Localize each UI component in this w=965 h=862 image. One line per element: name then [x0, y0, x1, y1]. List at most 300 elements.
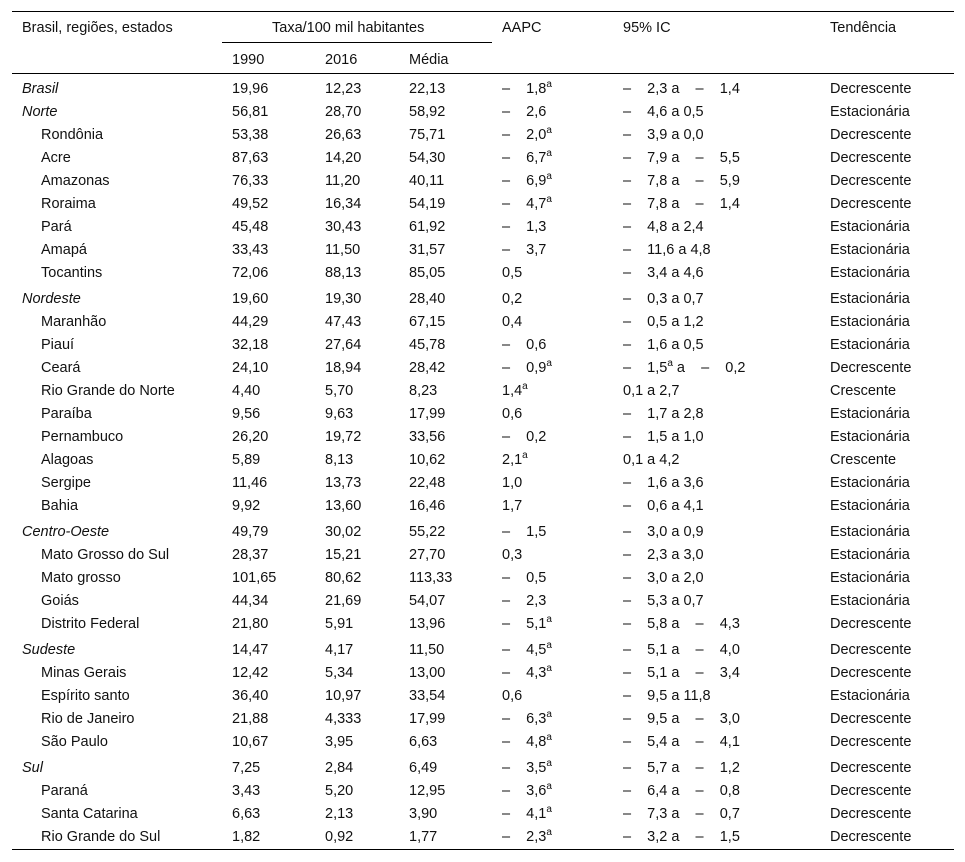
cell-ic: – 1,7 a 2,8: [623, 406, 704, 422]
state-row: [12, 708, 954, 731]
significance-mark: a: [546, 125, 552, 137]
cell-1990: 12,42: [232, 665, 269, 681]
aapc-value: – 3,5: [502, 760, 547, 776]
cell-tendencia: Estacionária: [830, 242, 910, 258]
cell-media: 12,95: [409, 783, 446, 799]
cell-2016: 19,30: [325, 291, 362, 307]
cell-aapc: 0,5: [502, 265, 523, 281]
cell-ic: – 9,5 a 11,8: [623, 688, 711, 704]
cell-aapc: [502, 759, 552, 777]
cell-ic: – 7,8 a – 5,9: [623, 173, 740, 189]
cell-name: Mato Grosso do Sul: [41, 547, 170, 563]
cell-1990: 1,82: [232, 829, 261, 845]
cell-media: 33,54: [409, 688, 446, 704]
cell-1990: 14,47: [232, 642, 269, 658]
header-tendencia: Tendência: [830, 20, 897, 36]
cell-tendencia: Estacionária: [830, 314, 910, 330]
state-row: [12, 544, 954, 567]
significance-mark: a: [546, 663, 552, 675]
cell-tendencia: Estacionária: [830, 219, 910, 235]
cell-tendencia: Estacionária: [830, 547, 910, 563]
aapc-value: – 4,1: [502, 806, 547, 822]
cell-2016: 30,02: [325, 524, 362, 540]
cell-ic: – 3,0 a 2,0: [623, 570, 704, 586]
cell-name: Norte: [22, 104, 58, 120]
cell-aapc: – 3,7: [502, 242, 547, 258]
cell-2016: 2,13: [325, 806, 354, 822]
cell-name: Rio Grande do Norte: [41, 383, 175, 399]
cell-ic: – 5,3 a 0,7: [623, 593, 704, 609]
cell-aapc: [502, 149, 552, 167]
cell-name: Rio de Janeiro: [41, 711, 135, 727]
cell-1990: 19,96: [232, 81, 269, 97]
cell-aapc: [502, 80, 552, 98]
cell-ic: 0,1 a 4,2: [623, 452, 680, 468]
cell-ic: – 5,4 a – 4,1: [623, 734, 740, 750]
aapc-value: 2,1: [502, 452, 523, 468]
cell-1990: 5,89: [232, 452, 261, 468]
cell-2016: 15,21: [325, 547, 362, 563]
state-row: [12, 567, 954, 590]
cell-media: 33,56: [409, 429, 446, 445]
cell-tendencia: Estacionária: [830, 291, 910, 307]
cell-media: 8,23: [409, 383, 438, 399]
cell-2016: 30,43: [325, 219, 362, 235]
cell-aapc: [502, 828, 552, 846]
region-row: [12, 757, 954, 780]
aapc-value: – 4,8: [502, 734, 547, 750]
cell-name: Pará: [41, 219, 72, 235]
aapc-value: – 2,0: [502, 127, 547, 143]
cell-2016: 8,13: [325, 452, 354, 468]
header-bottom-rule: [12, 73, 954, 74]
cell-tendencia: Decrescente: [830, 665, 912, 681]
cell-name: Maranhão: [41, 314, 107, 330]
state-row: [12, 472, 954, 495]
state-row: [12, 590, 954, 613]
cell-2016: 80,62: [325, 570, 362, 586]
cell-tendencia: Crescente: [830, 383, 897, 399]
significance-mark: a: [546, 171, 552, 183]
state-row: [12, 216, 954, 239]
cell-tendencia: Estacionária: [830, 265, 910, 281]
significance-mark: a: [546, 781, 552, 793]
cell-media: 113,33: [409, 570, 453, 586]
cell-ic: [623, 359, 745, 377]
cell-ic: – 7,3 a – 0,7: [623, 806, 740, 822]
significance-mark: a: [546, 709, 552, 721]
cell-media: 17,99: [409, 406, 446, 422]
rate-group-rule: [222, 42, 492, 43]
aapc-value: – 6,3: [502, 711, 547, 727]
state-row: [12, 685, 954, 708]
cell-name: Distrito Federal: [41, 616, 140, 632]
cell-2016: 16,34: [325, 196, 362, 212]
significance-mark: a: [667, 358, 673, 370]
aapc-value: – 4,7: [502, 196, 547, 212]
region-row: [12, 521, 954, 544]
cell-1990: 36,40: [232, 688, 269, 704]
cell-ic: – 5,8 a – 4,3: [623, 616, 740, 632]
cell-aapc: [502, 451, 528, 469]
table-body: [12, 78, 954, 849]
cell-tendencia: Estacionária: [830, 104, 910, 120]
cell-media: 3,90: [409, 806, 438, 822]
cell-tendencia: Estacionária: [830, 337, 910, 353]
cell-2016: 13,60: [325, 498, 362, 514]
cell-aapc: 0,4: [502, 314, 523, 330]
cell-2016: 26,63: [325, 127, 362, 143]
cell-aapc: 0,2: [502, 291, 523, 307]
state-row: [12, 403, 954, 426]
header-2016: 2016: [325, 52, 358, 68]
cell-aapc: 1,0: [502, 475, 523, 491]
region-row: [12, 288, 954, 311]
state-row: [12, 803, 954, 826]
cell-tendencia: Estacionária: [830, 429, 910, 445]
cell-media: 45,78: [409, 337, 446, 353]
header-rate-group: Taxa/100 mil habitantes: [272, 20, 425, 36]
state-row: [12, 495, 954, 518]
header-1990: 1990: [232, 52, 265, 68]
state-row: [12, 239, 954, 262]
cell-ic: – 5,1 a – 4,0: [623, 642, 740, 658]
cell-media: 13,96: [409, 616, 446, 632]
significance-mark: a: [546, 827, 552, 839]
cell-media: 55,22: [409, 524, 446, 540]
cell-aapc: 0,3: [502, 547, 523, 563]
cell-1990: 87,63: [232, 150, 269, 166]
cell-ic: – 1,6 a 0,5: [623, 337, 704, 353]
state-row: [12, 193, 954, 216]
cell-media: 6,49: [409, 760, 438, 776]
cell-aapc: [502, 641, 552, 659]
ic-upper: a – 0,2: [672, 360, 746, 376]
cell-1990: 101,65: [232, 570, 277, 586]
cell-aapc: 0,6: [502, 688, 523, 704]
significance-mark: a: [546, 614, 552, 626]
cell-ic: 0,1 a 2,7: [623, 383, 680, 399]
header-name: Brasil, regiões, estados: [22, 20, 173, 36]
cell-name: Acre: [41, 150, 71, 166]
cell-aapc: [502, 172, 552, 190]
cell-ic: – 0,5 a 1,2: [623, 314, 704, 330]
cell-ic: – 4,8 a 2,4: [623, 219, 704, 235]
cell-tendencia: Crescente: [830, 452, 897, 468]
aapc-value: – 0,9: [502, 360, 547, 376]
cell-media: 22,13: [409, 81, 446, 97]
state-row: [12, 826, 954, 849]
cell-aapc: [502, 664, 552, 682]
cell-aapc: [502, 805, 552, 823]
cell-1990: 26,20: [232, 429, 269, 445]
state-row: [12, 731, 954, 754]
cell-media: 85,05: [409, 265, 446, 281]
cell-1990: 49,52: [232, 196, 269, 212]
cell-ic: – 1,5 a 1,0: [623, 429, 704, 445]
cell-tendencia: Decrescente: [830, 196, 912, 212]
cell-name: Rio Grande do Sul: [41, 829, 161, 845]
cell-aapc: [502, 382, 528, 400]
cell-ic: – 9,5 a – 3,0: [623, 711, 740, 727]
cell-name: Ceará: [41, 360, 81, 376]
cell-1990: 32,18: [232, 337, 269, 353]
cell-name: Minas Gerais: [41, 665, 127, 681]
cell-tendencia: Decrescente: [830, 360, 912, 376]
cell-aapc: – 2,6: [502, 104, 547, 120]
cell-2016: 9,63: [325, 406, 354, 422]
cell-2016: 47,43: [325, 314, 362, 330]
cell-ic: – 3,0 a 0,9: [623, 524, 704, 540]
state-row: [12, 170, 954, 193]
cell-1990: 28,37: [232, 547, 269, 563]
cell-ic: – 7,9 a – 5,5: [623, 150, 740, 166]
cell-media: 1,77: [409, 829, 438, 845]
cell-1990: 3,43: [232, 783, 261, 799]
cell-name: Brasil: [22, 81, 59, 97]
cell-media: 16,46: [409, 498, 446, 514]
cell-media: 11,50: [409, 642, 445, 658]
cell-aapc: [502, 126, 552, 144]
aapc-value: 1,4: [502, 383, 523, 399]
cell-ic: – 5,7 a – 1,2: [623, 760, 740, 776]
cell-1990: 21,80: [232, 616, 269, 632]
cell-1990: 44,29: [232, 314, 269, 330]
cell-1990: 53,38: [232, 127, 269, 143]
header-aapc: AAPC: [502, 20, 542, 36]
cell-2016: 0,92: [325, 829, 354, 845]
cell-tendencia: Decrescente: [830, 711, 912, 727]
cell-ic: – 0,3 a 0,7: [623, 291, 704, 307]
header-ic: 95% IC: [623, 20, 671, 36]
cell-media: 31,57: [409, 242, 446, 258]
region-row: [12, 639, 954, 662]
cell-tendencia: Estacionária: [830, 524, 910, 540]
significance-mark: a: [546, 148, 552, 160]
cell-1990: 11,46: [232, 475, 268, 491]
cell-media: 54,30: [409, 150, 446, 166]
cell-1990: 7,25: [232, 760, 261, 776]
cell-name: Paraíba: [41, 406, 92, 422]
cell-name: Piauí: [41, 337, 75, 353]
cell-name: Espírito santo: [41, 688, 130, 704]
cell-name: Paraná: [41, 783, 88, 799]
cell-1990: 56,81: [232, 104, 269, 120]
aapc-value: – 6,7: [502, 150, 547, 166]
cell-tendencia: Decrescente: [830, 150, 912, 166]
cell-aapc: [502, 710, 552, 728]
cell-2016: 88,13: [325, 265, 362, 281]
cell-ic: – 7,8 a – 1,4: [623, 196, 740, 212]
cell-tendencia: Decrescente: [830, 81, 912, 97]
cell-aapc: [502, 782, 552, 800]
cell-2016: 5,91: [325, 616, 354, 632]
aapc-value: – 3,6: [502, 783, 547, 799]
cell-2016: 11,20: [325, 173, 361, 189]
cell-name: Centro-Oeste: [22, 524, 110, 540]
cell-tendencia: Decrescente: [830, 173, 912, 189]
cell-2016: 21,69: [325, 593, 362, 609]
cell-aapc: – 1,3: [502, 219, 547, 235]
cell-ic: – 1,6 a 3,6: [623, 475, 704, 491]
state-row: [12, 449, 954, 472]
cell-2016: 14,20: [325, 150, 362, 166]
cell-1990: 72,06: [232, 265, 269, 281]
cell-name: Roraima: [41, 196, 96, 212]
cell-ic: – 4,6 a 0,5: [623, 104, 704, 120]
cell-aapc: – 2,3: [502, 593, 547, 609]
cell-1990: 21,88: [232, 711, 269, 727]
cell-name: Amapá: [41, 242, 87, 258]
aapc-value: – 6,9: [502, 173, 547, 189]
cell-2016: 10,97: [325, 688, 362, 704]
cell-2016: 5,70: [325, 383, 354, 399]
cell-1990: 19,60: [232, 291, 269, 307]
cell-ic: – 6,4 a – 0,8: [623, 783, 740, 799]
cell-media: 40,11: [409, 173, 445, 189]
cell-2016: 12,23: [325, 81, 362, 97]
significance-mark: a: [546, 640, 552, 652]
cell-1990: 10,67: [232, 734, 269, 750]
cell-name: Mato grosso: [41, 570, 121, 586]
cell-media: 22,48: [409, 475, 446, 491]
significance-mark: a: [546, 732, 552, 744]
cell-tendencia: Decrescente: [830, 783, 912, 799]
cell-2016: 13,73: [325, 475, 362, 491]
cell-2016: 4,17: [325, 642, 354, 658]
cell-media: 17,99: [409, 711, 446, 727]
cell-ic: – 2,3 a 3,0: [623, 547, 704, 563]
cell-2016: 27,64: [325, 337, 362, 353]
significance-mark: a: [546, 758, 552, 770]
cell-tendencia: Decrescente: [830, 760, 912, 776]
state-row: [12, 380, 954, 403]
cell-1990: 76,33: [232, 173, 269, 189]
cell-tendencia: Decrescente: [830, 616, 912, 632]
cell-media: 10,62: [409, 452, 446, 468]
cell-media: 58,92: [409, 104, 446, 120]
cell-tendencia: Decrescente: [830, 806, 912, 822]
cell-ic: – 3,9 a 0,0: [623, 127, 704, 143]
cell-aapc: [502, 359, 552, 377]
cell-2016: 4,333: [325, 711, 362, 727]
significance-mark: a: [522, 450, 528, 462]
cell-ic: – 3,2 a – 1,5: [623, 829, 740, 845]
aapc-value: – 1,8: [502, 81, 547, 97]
cell-media: 28,40: [409, 291, 446, 307]
cell-1990: 45,48: [232, 219, 269, 235]
cell-name: Alagoas: [41, 452, 94, 468]
table-top-rule: [12, 11, 954, 12]
cell-name: Tocantins: [41, 265, 103, 281]
cell-2016: 28,70: [325, 104, 362, 120]
state-row: [12, 613, 954, 636]
significance-mark: a: [546, 79, 552, 91]
cell-1990: 9,56: [232, 406, 261, 422]
state-row: [12, 262, 954, 285]
cell-aapc: – 0,2: [502, 429, 547, 445]
region-row: [12, 78, 954, 101]
state-row: [12, 147, 954, 170]
cell-1990: 6,63: [232, 806, 261, 822]
state-row: [12, 662, 954, 685]
cell-aapc: – 0,5: [502, 570, 547, 586]
cell-aapc: [502, 195, 552, 213]
cell-name: Pernambuco: [41, 429, 124, 445]
cell-media: 61,92: [409, 219, 446, 235]
table-bottom-rule: [12, 849, 954, 850]
header-media: Média: [409, 52, 449, 68]
state-row: [12, 311, 954, 334]
cell-aapc: 1,7: [502, 498, 523, 514]
cell-aapc: [502, 615, 552, 633]
state-row: [12, 334, 954, 357]
cell-tendencia: Decrescente: [830, 829, 912, 845]
cell-tendencia: Estacionária: [830, 475, 910, 491]
cell-tendencia: Decrescente: [830, 734, 912, 750]
cell-1990: 33,43: [232, 242, 269, 258]
cell-1990: 49,79: [232, 524, 269, 540]
cell-tendencia: Estacionária: [830, 570, 910, 586]
cell-name: Sudeste: [22, 642, 76, 658]
significance-mark: a: [546, 358, 552, 370]
cell-media: 54,19: [409, 196, 446, 212]
cell-ic: – 0,6 a 4,1: [623, 498, 704, 514]
cell-name: Sul: [22, 760, 43, 776]
cell-ic: – 5,1 a – 3,4: [623, 665, 740, 681]
cell-aapc: [502, 733, 552, 751]
cell-1990: 4,40: [232, 383, 261, 399]
cell-2016: 5,20: [325, 783, 354, 799]
cell-1990: 24,10: [232, 360, 269, 376]
significance-mark: a: [522, 381, 528, 393]
cell-tendencia: Estacionária: [830, 688, 910, 704]
cell-tendencia: Estacionária: [830, 498, 910, 514]
state-row: [12, 357, 954, 380]
cell-name: Rondônia: [41, 127, 104, 143]
region-row: [12, 101, 954, 124]
cell-tendencia: Estacionária: [830, 593, 910, 609]
cell-tendencia: Estacionária: [830, 406, 910, 422]
cell-tendencia: Decrescente: [830, 127, 912, 143]
cell-name: São Paulo: [41, 734, 108, 750]
cell-name: Nordeste: [22, 291, 81, 307]
cell-media: 27,70: [409, 547, 446, 563]
cell-ic: – 11,6 a 4,8: [623, 242, 711, 258]
cell-media: 6,63: [409, 734, 438, 750]
cell-1990: 9,92: [232, 498, 261, 514]
cell-name: Goiás: [41, 593, 79, 609]
cell-2016: 19,72: [325, 429, 362, 445]
cell-aapc: 0,6: [502, 406, 523, 422]
cell-2016: 11,50: [325, 242, 361, 258]
significance-mark: a: [546, 194, 552, 206]
cell-1990: 44,34: [232, 593, 269, 609]
cell-name: Santa Catarina: [41, 806, 138, 822]
significance-mark: a: [546, 804, 552, 816]
cell-name: Amazonas: [41, 173, 110, 189]
cell-media: 54,07: [409, 593, 446, 609]
state-row: [12, 124, 954, 147]
cell-name: Sergipe: [41, 475, 91, 491]
cell-media: 28,42: [409, 360, 446, 376]
cell-name: Bahia: [41, 498, 79, 514]
cell-2016: 18,94: [325, 360, 362, 376]
ic-lower: – 1,5: [623, 360, 668, 376]
cell-media: 75,71: [409, 127, 446, 143]
cell-media: 13,00: [409, 665, 446, 681]
cell-ic: – 2,3 a – 1,4: [623, 81, 740, 97]
